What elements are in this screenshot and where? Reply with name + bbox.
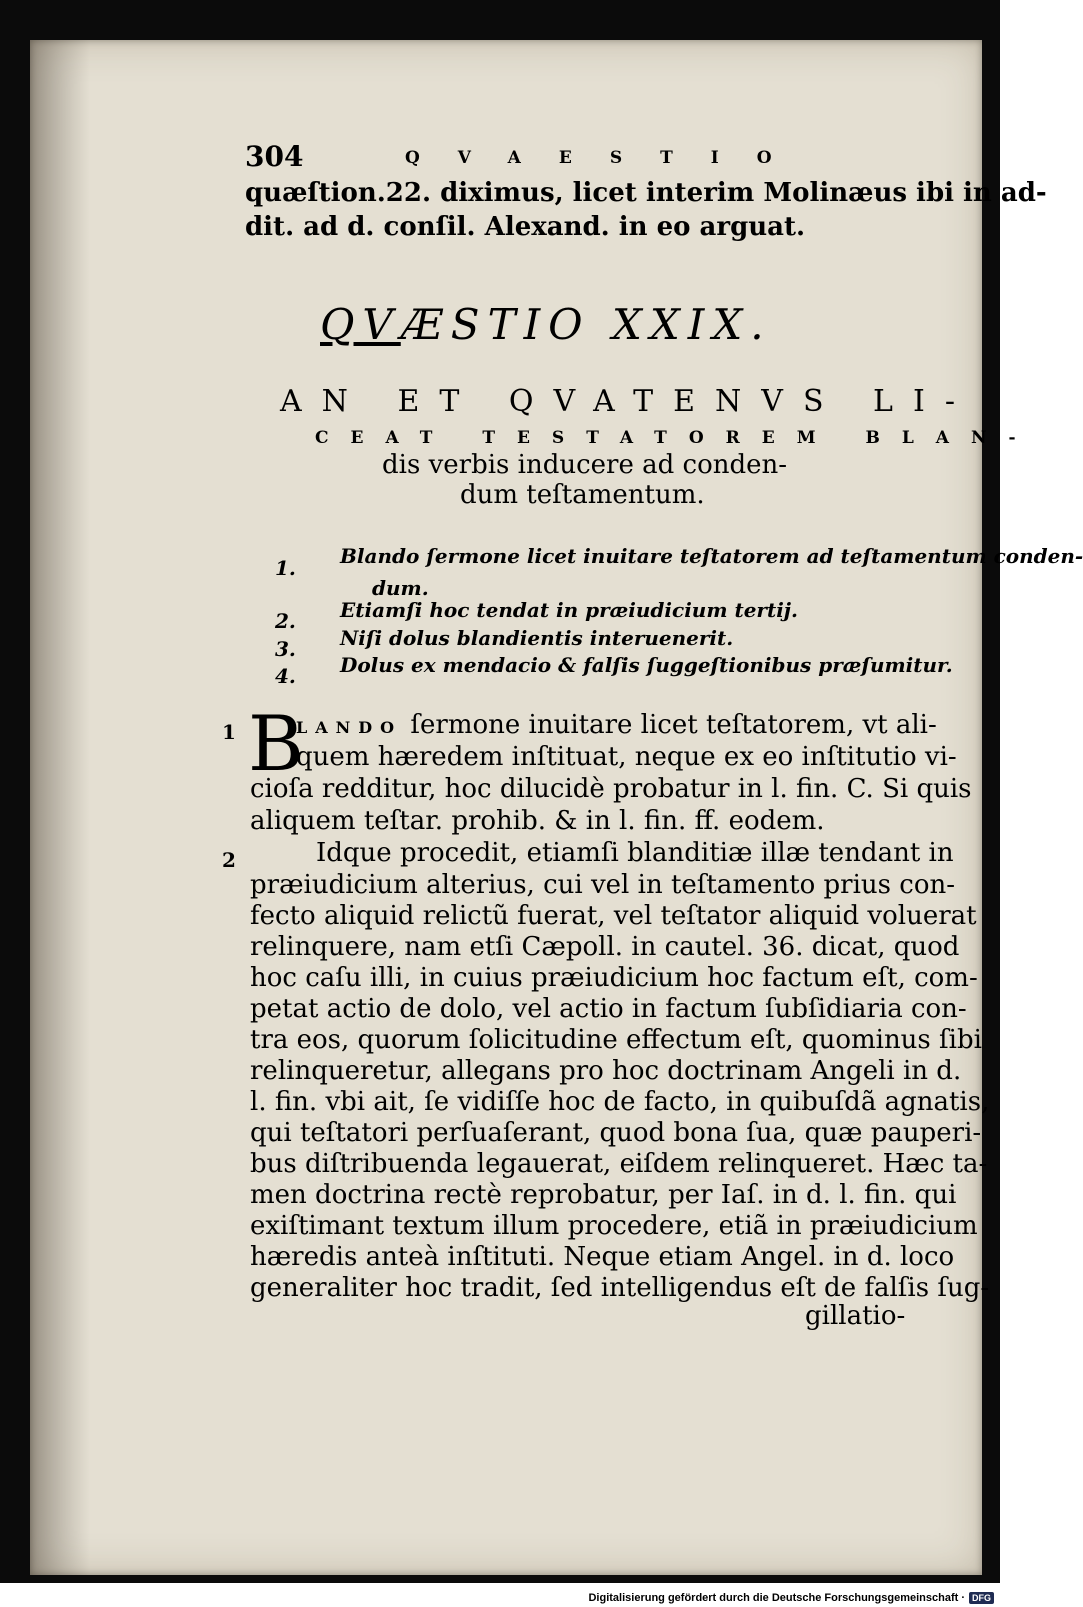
summary-item: Niſi dolus blandientis interuenerit.	[340, 626, 734, 650]
margin-number-1: 1	[222, 720, 236, 744]
body-line-13: l. fin. vbi ait, ſe vidiſſe hoc de facto, in quibuſdã agnatis,	[250, 1087, 990, 1117]
body-line-12: relinqueretur, allegans pro hoc doctrinam Angeli in d.	[250, 1056, 962, 1086]
summary-item: dum.	[372, 576, 429, 600]
body-line-18: hæredis anteà inſtituti. Neque etiam Angel. in d. loco	[250, 1242, 955, 1272]
body-line-3: cioſa redditur, hoc dilucidè probatur in l. fin. C. Si quis	[250, 774, 972, 804]
body-line-6: præiudicium alterius, cui vel in teſtamento prius con-	[250, 870, 955, 900]
lead-smallcaps: LANDO	[296, 718, 403, 737]
heading-line-4: dum teſtamentum.	[460, 480, 705, 510]
heading-line-1: AN ET QVATENVS LI-	[280, 384, 975, 419]
summary-item: Blando ſermone licet inuitare teſtatorem ad teſtamentum conden-	[340, 544, 1083, 568]
heading-line-2: CEAT TESTATOREM BLAN-	[315, 428, 1038, 448]
quaestio-title-rest: ÆSTIO XXIX.	[400, 300, 772, 349]
quaestio-title-prefix: QV	[320, 300, 401, 349]
body-line-14: qui teſtatori perſuaſerant, quod bona ſua, quæ pauperi-	[250, 1118, 982, 1148]
continuation-line-1: quæſtion.22. diximus, licet interim Molinæus ibi in ad-	[245, 178, 1047, 208]
quaestio-title	[320, 300, 880, 349]
body-line-15: bus diſtribuenda legauerat, eiſdem relinqueret. Hæc ta-	[250, 1149, 988, 1179]
body-line-9: hoc caſu illi, in cuius præiudicium hoc factum eſt, com-	[250, 963, 978, 993]
body-line-2: quem hæredem inſtituat, neque ex eo inſtitutio vi-	[296, 742, 957, 772]
footer-credit-text: Digitalisierung gefördert durch die Deutsche Forschungsgemeinschaft ·	[588, 1592, 965, 1604]
body-line-10: petat actio de dolo, vel actio in factum ſubſidiaria con-	[250, 994, 967, 1024]
body-line-1	[296, 710, 937, 740]
body-line-4: aliquem teſtar. prohib. & in l. fin. ff. eodem.	[250, 806, 825, 836]
body-line-8: relinquere, nam etſi Cæpoll. in cautel. 36. dicat, quod	[250, 932, 960, 962]
footer-credit	[588, 1590, 994, 1606]
summary-item: Etiamſi hoc tendat in præiudicium tertij.	[340, 598, 798, 622]
summary-number: 1.	[275, 556, 296, 580]
body-line-11: tra eos, quorum ſolicitudine effectum eſt, quominus ſibi	[250, 1025, 982, 1055]
drop-cap: B	[248, 699, 304, 788]
dfg-logo[interactable]: DFG	[969, 1592, 994, 1604]
body-line-19: generaliter hoc tradit, ſed intelligendus eſt de falſis ſug-	[250, 1273, 990, 1303]
heading-line-3: dis verbis inducere ad conden-	[382, 450, 788, 480]
body-line-7: fecto aliquid relictũ fuerat, vel teſtator aliquid voluerat	[250, 901, 977, 931]
body-line-17: exiſtimant textum illum procedere, etiã in præiudicium	[250, 1211, 978, 1241]
summary-number: 3.	[275, 637, 296, 661]
summary-number: 2.	[275, 609, 296, 633]
summary-item: Dolus ex mendacio & falſis ſuggeſtionibus præſumitur.	[340, 653, 953, 677]
page-number: 304	[245, 140, 304, 173]
margin-number-2: 2	[222, 848, 236, 872]
continuation-line-2: dit. ad d. conſil. Alexand. in eo arguat.	[245, 212, 806, 242]
body-line-16: men doctrina rectè reprobatur, per Iaſ. in d. l. fin. qui	[250, 1180, 957, 1210]
running-head	[245, 140, 885, 180]
catchword: gillatio-	[805, 1301, 906, 1331]
binding-shadow	[30, 40, 90, 1575]
body-line-5: Idque procedit, etiamſi blanditiæ illæ tendant in	[316, 838, 954, 868]
summary-number: 4.	[275, 664, 296, 688]
body-line-1-rest: ſermone inuitare licet teſtatorem, vt ali-	[410, 710, 937, 740]
running-title: QVAESTIO	[405, 148, 810, 168]
